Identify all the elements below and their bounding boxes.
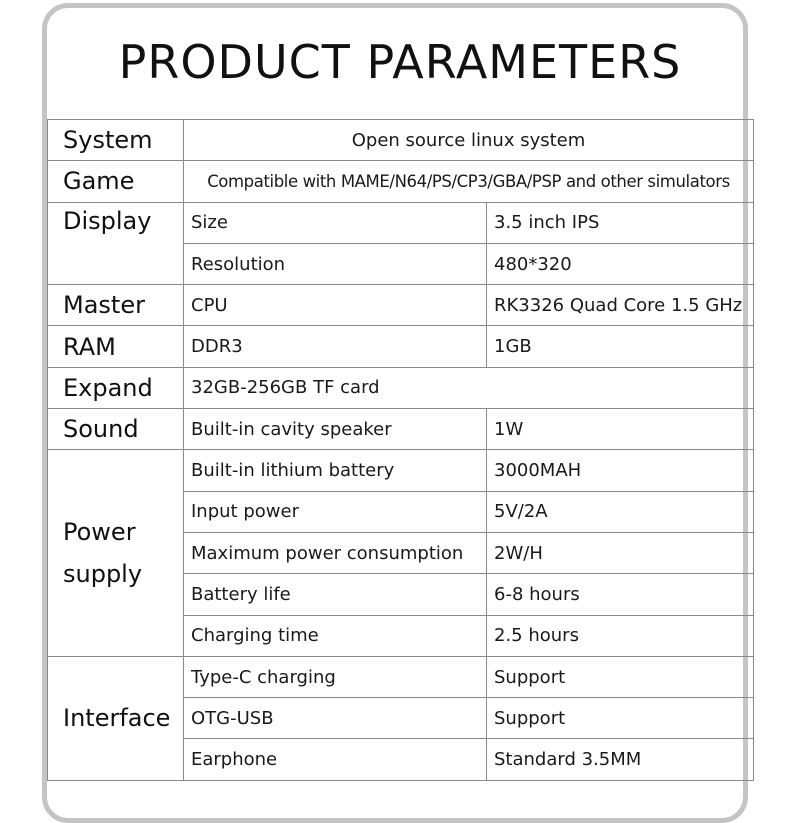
ram-label: DDR3 — [184, 326, 487, 367]
power-label-line1: Power — [63, 518, 136, 547]
game-value: Compatible with MAME/N64/PS/CP3/GBA/PSP and other simulators — [184, 161, 754, 202]
sound-label: Built-in cavity speaker — [184, 409, 487, 450]
interface-earphone-value: Standard 3.5MM — [487, 739, 754, 780]
table-row-interface-typec — [48, 656, 754, 697]
parameters-table — [47, 119, 754, 781]
page-title: PRODUCT PARAMETERS — [118, 35, 682, 89]
power-battery-label: Built-in lithium battery — [184, 450, 487, 491]
interface-typec-value: Support — [487, 656, 754, 697]
table-row-expand — [48, 367, 754, 408]
interface-otg-value: Support — [487, 698, 754, 739]
power-max-value: 2W/H — [487, 532, 754, 573]
interface-otg-label: OTG-USB — [184, 698, 487, 739]
category-sound: Sound — [48, 409, 184, 450]
display-size-value: 3.5 inch IPS — [487, 202, 754, 243]
category-power-supply — [48, 450, 184, 656]
table-row-master — [48, 285, 754, 326]
table-row-ram — [48, 326, 754, 367]
interface-typec-label: Type-C charging — [184, 656, 487, 697]
expand-value: 32GB-256GB TF card — [184, 367, 754, 408]
display-resolution-value: 480*320 — [487, 243, 754, 284]
sound-value: 1W — [487, 409, 754, 450]
power-input-label: Input power — [184, 491, 487, 532]
power-charging-label: Charging time — [184, 615, 487, 656]
power-label-line2: supply — [63, 560, 143, 589]
category-system: System — [48, 120, 184, 161]
category-ram: RAM — [48, 326, 184, 367]
category-game: Game — [48, 161, 184, 202]
category-master: Master — [48, 285, 184, 326]
power-input-value: 5V/2A — [487, 491, 754, 532]
power-max-label: Maximum power consumption — [184, 532, 487, 573]
table-row-power-battery — [48, 450, 754, 491]
power-life-label: Battery life — [184, 574, 487, 615]
master-label: CPU — [184, 285, 487, 326]
power-battery-value: 3000MAH — [487, 450, 754, 491]
category-display: Display — [48, 202, 184, 285]
table-row-display-size — [48, 202, 754, 243]
ram-value: 1GB — [487, 326, 754, 367]
category-expand: Expand — [48, 367, 184, 408]
power-life-value: 6-8 hours — [487, 574, 754, 615]
table-row-sound — [48, 409, 754, 450]
table-row-game — [48, 161, 754, 202]
display-resolution-label: Resolution — [184, 243, 487, 284]
table-row-system — [48, 120, 754, 161]
category-interface: Interface — [48, 656, 184, 780]
power-charging-value: 2.5 hours — [487, 615, 754, 656]
system-value: Open source linux system — [184, 120, 754, 161]
master-value: RK3326 Quad Core 1.5 GHz — [487, 285, 754, 326]
interface-earphone-label: Earphone — [184, 739, 487, 780]
display-size-label: Size — [184, 202, 487, 243]
